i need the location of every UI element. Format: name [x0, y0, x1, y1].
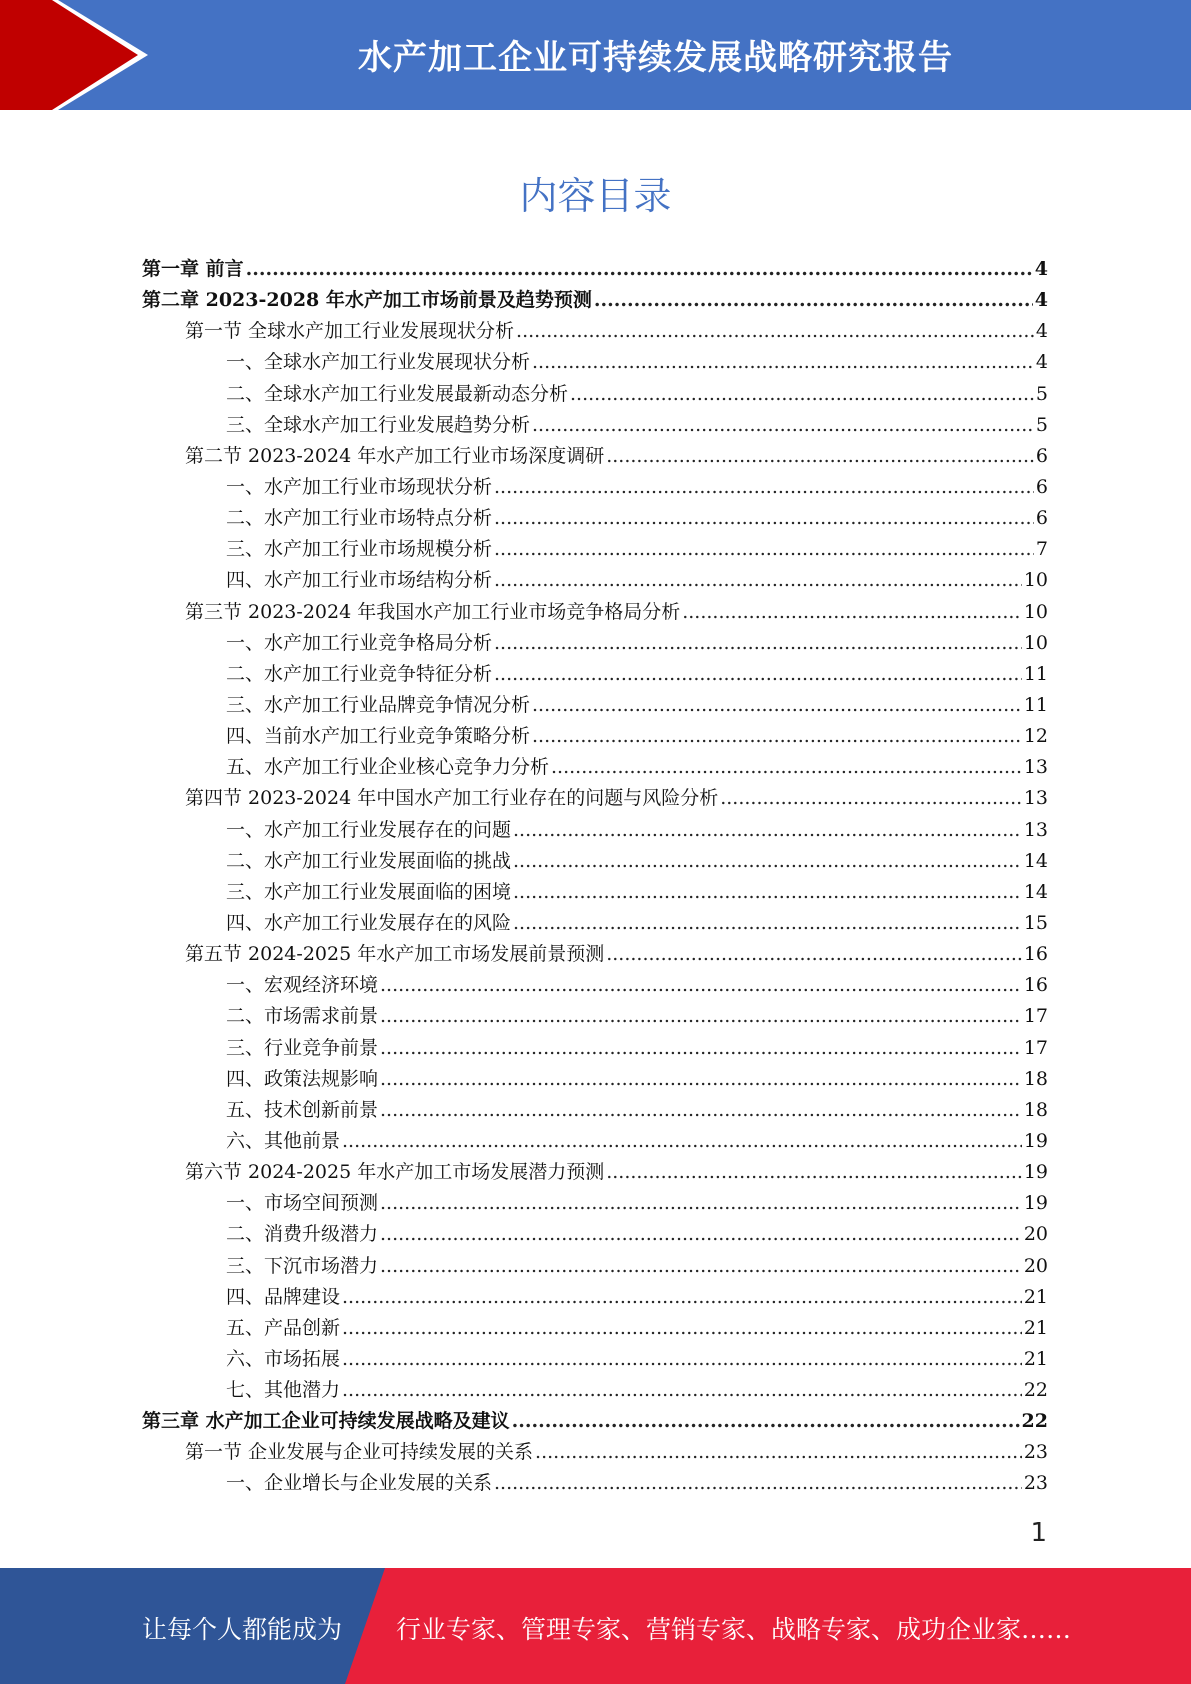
toc-dot-leader [532, 351, 1034, 373]
toc-dot-leader [380, 1068, 1022, 1090]
toc-entry[interactable] [142, 347, 1048, 378]
toc-entry-title: 五、水产加工行业企业核心竞争力分析 [226, 756, 550, 779]
toc-entry-page: 17 [1023, 1036, 1048, 1059]
toc-entry-page: 13 [1023, 787, 1048, 810]
toc-entry-page: 21 [1023, 1347, 1048, 1370]
toc-entry-title: 四、品牌建设 [226, 1285, 341, 1308]
toc-entry-title: 一、水产加工行业竞争格局分析 [226, 631, 493, 654]
toc-entry-title: 五、产品创新 [226, 1316, 341, 1339]
toc-entry-page: 18 [1023, 1098, 1048, 1121]
toc-entry[interactable] [142, 846, 1048, 877]
toc-entry-page: 13 [1023, 818, 1048, 841]
toc-dot-leader [380, 1192, 1022, 1214]
toc-entry-title: 四、政策法规影响 [226, 1067, 379, 1090]
toc-entry-page: 11 [1023, 662, 1048, 685]
toc-entry[interactable] [142, 597, 1048, 628]
toc-dot-leader [380, 1005, 1022, 1027]
toc-entry[interactable] [142, 565, 1048, 596]
toc-dot-leader [342, 1317, 1022, 1339]
toc-entry[interactable] [142, 1157, 1048, 1188]
toc-entry[interactable] [142, 1437, 1048, 1468]
toc-entry[interactable] [142, 877, 1048, 908]
toc-entry-page: 17 [1023, 1005, 1048, 1028]
toc-entry[interactable] [142, 1344, 1048, 1375]
toc-entry-title: 二、水产加工行业发展面临的挑战 [226, 849, 512, 872]
toc-dot-leader [494, 663, 1022, 685]
toc-entry-title: 一、全球水产加工行业发展现状分析 [226, 351, 531, 374]
toc-entry-page: 4 [1035, 320, 1048, 343]
toc-dot-leader [606, 943, 1022, 965]
toc-dot-leader [494, 538, 1034, 560]
toc-dot-leader [606, 445, 1034, 467]
toc-dot-leader [494, 507, 1034, 529]
toc-heading: 内容目录 [519, 174, 672, 218]
toc-entry-title: 四、水产加工行业市场结构分析 [226, 569, 493, 592]
page-number: 1 [1030, 1518, 1047, 1548]
toc-entry-page: 10 [1023, 569, 1048, 592]
toc-entry-page: 5 [1035, 413, 1048, 436]
toc-entry[interactable] [142, 1126, 1048, 1157]
toc-entry[interactable] [142, 1033, 1048, 1064]
toc-entry[interactable] [142, 690, 1048, 721]
toc-entry[interactable] [142, 503, 1048, 534]
toc-dot-leader [594, 289, 1033, 311]
toc-entry-page: 13 [1023, 756, 1048, 779]
toc-dot-leader [606, 1161, 1022, 1183]
toc-entry[interactable] [142, 908, 1048, 939]
toc-entry-page: 14 [1023, 849, 1048, 872]
toc-dot-leader [342, 1379, 1022, 1401]
toc-entry-page: 5 [1035, 382, 1048, 405]
toc-entry-page: 23 [1023, 1441, 1048, 1464]
toc-dot-leader [342, 1130, 1022, 1152]
toc-entry[interactable] [142, 721, 1048, 752]
toc-entry-title: 第一节 企业发展与企业可持续发展的关系 [185, 1441, 534, 1464]
toc-dot-leader [532, 725, 1022, 747]
toc-entry[interactable] [142, 410, 1048, 441]
toc-entry[interactable] [142, 1219, 1048, 1250]
page-footer [0, 1568, 1191, 1684]
toc-entry-title: 第六节 2024-2025 年水产加工市场发展潜力预测 [185, 1161, 605, 1184]
toc-entry-title: 六、其他前景 [226, 1129, 341, 1152]
toc-entry-title: 三、水产加工行业市场规模分析 [226, 538, 493, 561]
toc-entry-title: 第三章 水产加工企业可持续发展战略及建议 [142, 1410, 510, 1433]
toc-entry-title: 三、全球水产加工行业发展趋势分析 [226, 413, 531, 436]
toc-dot-leader [380, 1037, 1022, 1059]
toc-entry[interactable] [142, 628, 1048, 659]
toc-entry[interactable] [142, 1095, 1048, 1126]
toc-entry-page: 10 [1023, 631, 1048, 654]
toc-entry-page: 21 [1023, 1285, 1048, 1308]
toc-dot-leader [513, 850, 1022, 872]
toc-dot-leader [682, 601, 1022, 623]
toc-dot-leader [380, 1099, 1022, 1121]
toc-dot-leader [532, 414, 1034, 436]
toc-entry-page: 6 [1035, 475, 1048, 498]
toc-entry[interactable] [142, 379, 1048, 410]
toc-entry[interactable] [142, 815, 1048, 846]
toc-entry-title: 五、技术创新前景 [226, 1098, 379, 1121]
toc-entry-page: 16 [1023, 974, 1048, 997]
toc-dot-leader [513, 912, 1022, 934]
toc-dot-leader [512, 1410, 1020, 1432]
toc-entry-page: 6 [1035, 507, 1048, 530]
toc-entry-page: 19 [1023, 1192, 1048, 1215]
toc-entry[interactable] [142, 1282, 1048, 1313]
page-header [0, 0, 1191, 110]
toc-entry[interactable] [142, 1188, 1048, 1219]
toc-entry-page: 12 [1023, 725, 1048, 748]
toc-entry[interactable] [142, 1406, 1048, 1437]
toc-entry-title: 第一章 前言 [142, 258, 244, 280]
toc-entry-title: 六、市场拓展 [226, 1347, 341, 1370]
toc-entry-page: 4 [1034, 258, 1048, 280]
toc-entry-page: 21 [1023, 1316, 1048, 1339]
toc-entry-page: 20 [1023, 1254, 1048, 1277]
footer-slogan-right: 行业专家、管理专家、营销专家、战略专家、成功企业家…… [396, 1615, 1072, 1644]
toc-entry[interactable] [142, 783, 1048, 814]
toc-dot-leader [494, 1472, 1022, 1494]
toc-entry[interactable] [142, 441, 1048, 472]
toc-entry-page: 20 [1023, 1223, 1048, 1246]
toc-entry-title: 第一节 全球水产加工行业发展现状分析 [185, 320, 515, 343]
toc-entry-page: 11 [1023, 693, 1048, 716]
report-title: 水产加工企业可持续发展战略研究报告 [358, 38, 953, 78]
toc-dot-leader [532, 694, 1022, 716]
toc-dot-leader [516, 320, 1034, 342]
toc-dot-leader [246, 258, 1033, 280]
toc-entry-title: 一、企业增长与企业发展的关系 [226, 1472, 493, 1495]
toc-entry-page: 19 [1023, 1161, 1048, 1184]
toc-dot-leader [494, 569, 1022, 591]
toc-entry-title: 二、全球水产加工行业发展最新动态分析 [226, 382, 569, 405]
toc-entry[interactable] [142, 659, 1048, 690]
toc-dot-leader [535, 1441, 1022, 1463]
toc-entry-title: 一、宏观经济环境 [226, 974, 379, 997]
toc-entry-page: 16 [1023, 943, 1048, 966]
toc-dot-leader [342, 1348, 1022, 1370]
toc-entry[interactable] [142, 1001, 1048, 1032]
toc-entry-page: 23 [1023, 1472, 1048, 1495]
toc-dot-leader [342, 1286, 1022, 1308]
toc-entry-page: 14 [1023, 880, 1048, 903]
toc-entry[interactable] [142, 970, 1048, 1001]
toc-entry-title: 七、其他潜力 [226, 1379, 341, 1402]
toc-entry-page: 22 [1021, 1410, 1048, 1433]
toc-entry-title: 三、下沉市场潜力 [226, 1254, 379, 1277]
toc-entry-page: 6 [1035, 444, 1048, 467]
toc-dot-leader [380, 1223, 1022, 1245]
toc-dot-leader [494, 632, 1022, 654]
toc-entry-title: 二、消费升级潜力 [226, 1223, 379, 1246]
toc-entry[interactable] [142, 1375, 1048, 1406]
toc-dot-leader [551, 756, 1022, 778]
footer-slogan-left: 让每个人都能成为 [142, 1615, 343, 1644]
toc-entry[interactable] [142, 1064, 1048, 1095]
toc-entry[interactable] [142, 1468, 1048, 1499]
toc-dot-leader [513, 819, 1022, 841]
toc-entry-page: 4 [1035, 351, 1048, 374]
toc-entry-title: 三、水产加工行业发展面临的困境 [226, 880, 512, 903]
toc-entry-title: 第二节 2023-2024 年水产加工行业市场深度调研 [185, 444, 605, 467]
toc-dot-leader [570, 383, 1034, 405]
table-of-contents [142, 254, 1048, 1500]
toc-dot-leader [494, 476, 1034, 498]
toc-entry-page: 18 [1023, 1067, 1048, 1090]
toc-entry-title: 二、水产加工行业市场特点分析 [226, 507, 493, 530]
toc-entry[interactable] [142, 316, 1048, 347]
toc-dot-leader [380, 1255, 1022, 1277]
toc-entry-title: 第二章 2023-2028 年水产加工市场前景及趋势预测 [142, 289, 592, 312]
toc-entry-title: 一、水产加工行业发展存在的问题 [226, 818, 512, 841]
toc-entry-page: 19 [1023, 1129, 1048, 1152]
toc-entry-title: 四、当前水产加工行业竞争策略分析 [226, 725, 531, 748]
toc-entry-title: 三、行业竞争前景 [226, 1036, 379, 1059]
toc-entry-title: 二、水产加工行业竞争特征分析 [226, 662, 493, 685]
toc-entry-page: 10 [1023, 600, 1048, 623]
toc-entry-title: 四、水产加工行业发展存在的风险 [226, 911, 512, 934]
toc-entry-title: 二、市场需求前景 [226, 1005, 379, 1028]
toc-entry-title: 一、市场空间预测 [226, 1192, 379, 1215]
toc-dot-leader [380, 974, 1022, 996]
toc-entry-title: 三、水产加工行业品牌竞争情况分析 [226, 693, 531, 716]
toc-entry[interactable] [142, 285, 1048, 316]
toc-entry-title: 第三节 2023-2024 年我国水产加工行业市场竞争格局分析 [185, 600, 681, 623]
toc-entry-page: 15 [1023, 911, 1048, 934]
toc-entry-title: 第四节 2023-2024 年中国水产加工行业存在的问题与风险分析 [185, 787, 719, 810]
toc-entry[interactable] [142, 254, 1048, 285]
toc-dot-leader [513, 881, 1022, 903]
toc-entry-page: 4 [1034, 289, 1048, 312]
toc-entry-page: 22 [1023, 1379, 1048, 1402]
toc-entry-page: 7 [1035, 538, 1048, 561]
toc-entry[interactable] [142, 1251, 1048, 1282]
toc-entry[interactable] [142, 472, 1048, 503]
toc-dot-leader [720, 787, 1022, 809]
toc-entry[interactable] [142, 939, 1048, 970]
toc-entry[interactable] [142, 752, 1048, 783]
toc-entry[interactable] [142, 1313, 1048, 1344]
toc-entry[interactable] [142, 534, 1048, 565]
toc-entry-title: 一、水产加工行业市场现状分析 [226, 475, 493, 498]
toc-entry-title: 第五节 2024-2025 年水产加工市场发展前景预测 [185, 943, 605, 966]
